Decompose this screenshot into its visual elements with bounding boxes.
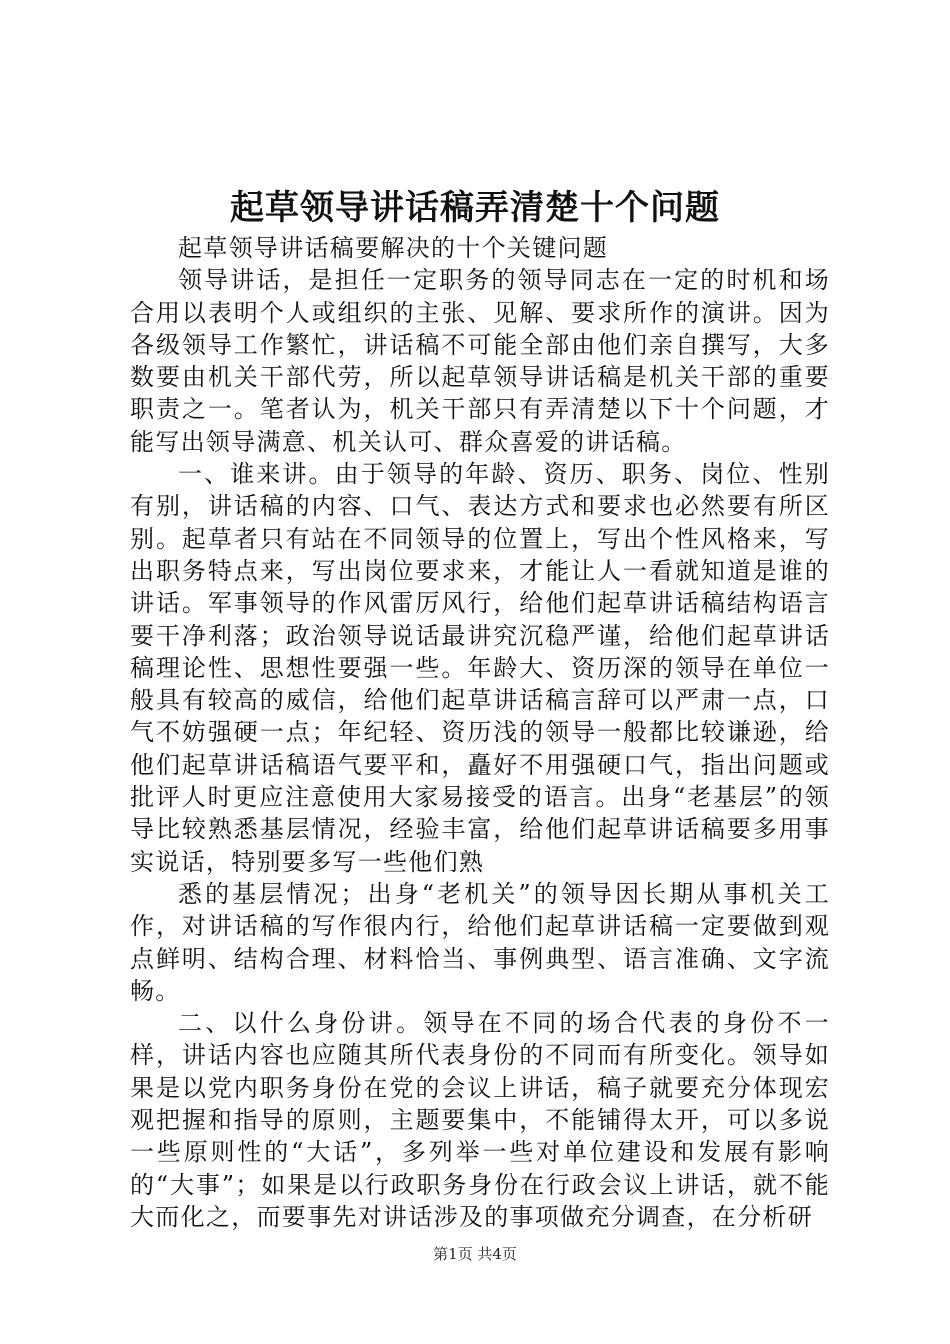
document-title: 起草领导讲话稿弄清楚十个问题 bbox=[230, 188, 720, 228]
section-two-paragraph: 二、以什么身份讲。领导在不同的场合代表的身份不一样，讲话内容也应随其所代表身份的不同而有所变化。领导如果是以党内职务身份在党的会议上讲话，稿子就要充分体现宏观把握和指导的原则，主题要集中，不能铺得太开，可以多说一些原则性的“大话”，多列举一些对单位建设和发展有影响的“大事”；如果是以行政职务身份在行政会议上讲话，就不能大而化之，而要事先对讲话涉及的事项做充分调查，在分析研 bbox=[130, 1009, 830, 1231]
section-one-continued-paragraph: 悉的基层情况；出身“老机关”的领导因长期从事机关工作，对讲话稿的写作很内行，给他们起草讲话稿一定要做到观点鲜明、结构合理、材料恰当、事例典型、语言准确、文字流畅。 bbox=[130, 879, 830, 1005]
page-footer: 第1页 共4页 bbox=[433, 1245, 517, 1263]
subtitle-paragraph: 起草领导讲话稿要解决的十个关键问题 bbox=[178, 234, 609, 262]
document-body bbox=[130, 232, 830, 1233]
section-one-paragraph: 一、谁来讲。由于领导的年龄、资历、职务、岗位、性别有别，讲话稿的内容、口气、表达方式和要求也必然要有所区别。起草者只有站在不同领导的位置上，写出个性风格来，写出职务特点来，写出岗位要求来，才能让人一看就知道是谁的讲话。军事领导的作风雷厉风行，给他们起草讲话稿结构语言要干净利落；政治领导说话最讲究沉稳严谨，给他们起草讲话稿理论性、思想性要强一些。年龄大、资历深的领导在单位一般具有较高的威信，给他们起草讲话稿言辞可以严肃一点，口气不妨强硬一点；年纪轻、资历浅的领导一般都比较谦逊，给他们起草讲话稿语气要平和，矗好不用强硬口气，指出问题或批评人时更应注意使用大家易接受的语言。出身“老基层”的领导比较熟悉基层情况，经验丰富，给他们起草讲话稿要多用事实说话，特别要多写一些他们熟 bbox=[130, 460, 830, 876]
intro-paragraph: 领导讲话，是担任一定职务的领导同志在一定的时机和场合用以表明个人或组织的主张、见解、要求所作的演讲。因为各级领导工作繁忙，讲话稿不可能全部由他们亲自撰写，大多数要由机关干部代劳，所以起草领导讲话稿是机关干部的重要职责之一。笔者认为，机关干部只有弄清楚以下十个问题，才能写出领导满意、机关认可、群众喜爱的讲话稿。 bbox=[130, 266, 830, 456]
